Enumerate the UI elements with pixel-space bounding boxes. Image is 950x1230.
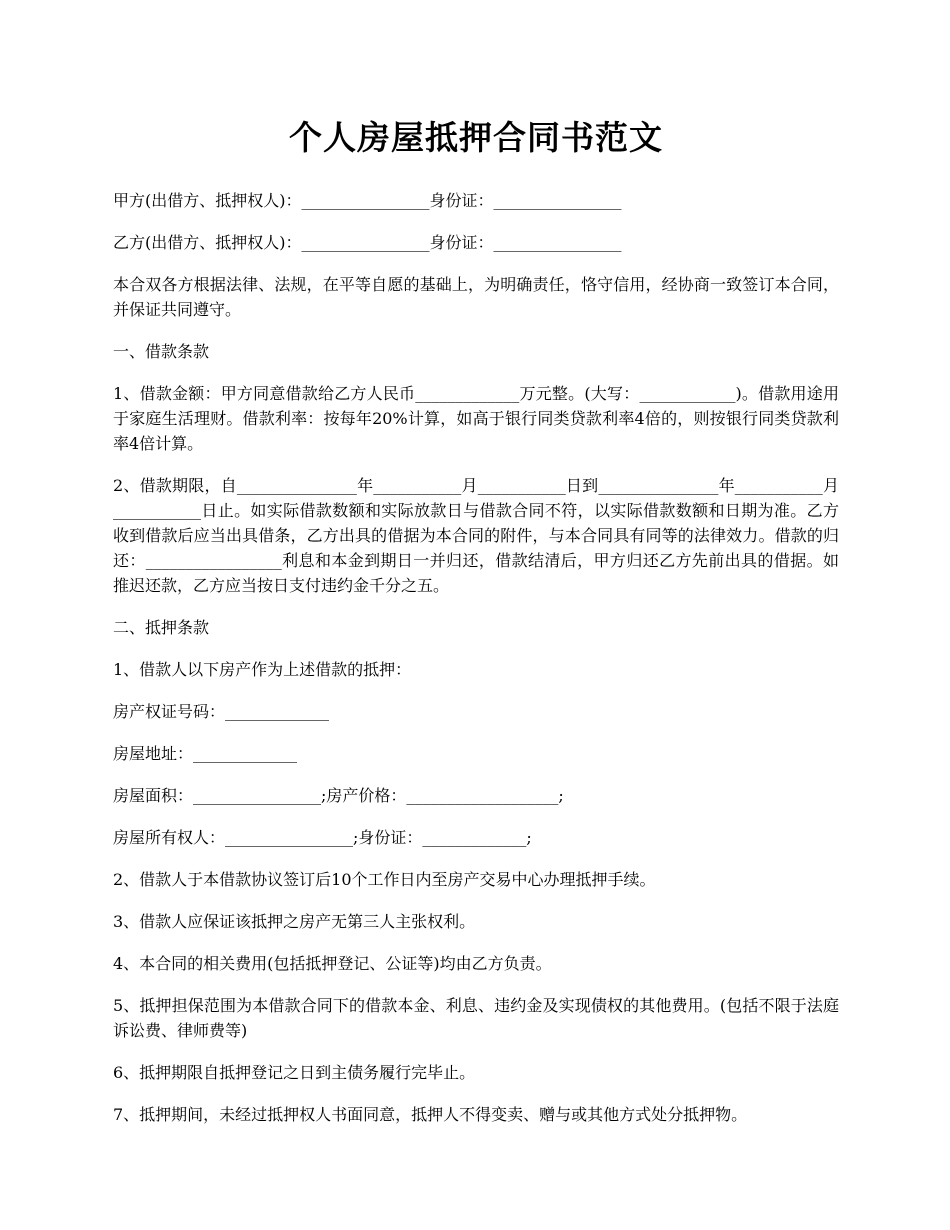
mortgage-clause-4: 4、本合同的相关费用(包括抵押登记、公证等)均由乙方负责。 — [113, 954, 552, 973]
mortgage-clause-1: 1、借款人以下房产作为上述借款的抵押： — [113, 660, 412, 679]
loan-clause-1: 1、借款金额：甲方同意借款给乙方人民币_____________万元整。(大写：____________)。借款用途用于家庭生活理财。借款利率：按每年20%计算，如高于银行同类贷款利率4倍的，则按银行同类贷款利率4倍计算。 — [113, 384, 839, 453]
party-b-line: 乙方(出借方、抵押权人)：________________身份证：________________ — [113, 233, 622, 252]
mortgage-clause-5: 5、抵押担保范围为本借款合同下的借款本金、利息、违约金及实现债权的其他费用。(包括不限于法庭诉讼费、律师费等) — [113, 996, 839, 1040]
loan-clause-2: 2、借款期限，自_______________年___________月___________日到_______________年___________月___________日止。如实际借款数额和实际放款日与借款合同不符，以实际借款数额和日期为准。乙方收到借款后应当出具借条，乙方出具的借据为本合同的附件，与本合同具有同等的法律效力。借款的归还：_________________利息和本金到期日一并归还，借款结清后，甲方归还乙方先前出具的借据。如推迟还款，乙方应当按日支付违约金千分之五。 — [113, 476, 839, 595]
property-address-field: 房屋地址：_____________ — [113, 744, 298, 763]
mortgage-clause-7: 7、抵押期间，未经过抵押权人书面同意，抵押人不得变卖、赠与或其他方式处分抵押物。 — [113, 1105, 748, 1124]
preamble-paragraph: 本合双各方根据法律、法规，在平等自愿的基础上，为明确责任，恪守信用，经协商一致签订本合同，并保证共同遵守。 — [113, 275, 839, 319]
section-heading-loan: 一、借款条款 — [113, 342, 210, 361]
mortgage-clause-6: 6、抵押期限自抵押登记之日到主债务履行完毕止。 — [113, 1063, 476, 1082]
document-page — [113, 110, 839, 1144]
section-heading-mortgage: 二、抵押条款 — [113, 618, 210, 637]
mortgage-clause-3: 3、借款人应保证该抵押之房产无第三人主张权利。 — [113, 912, 476, 931]
party-a-line: 甲方(出借方、抵押权人)：________________身份证：________________ — [113, 191, 622, 210]
property-area-price-field: 房屋面积：________________;房产价格：___________________; — [113, 786, 564, 805]
document-title: 个人房屋抵押合同书范文 — [289, 118, 663, 157]
property-owner-field: 房屋所有权人：________________;身份证：_____________; — [113, 828, 532, 847]
property-cert-field: 房产权证号码：_____________ — [113, 702, 330, 721]
mortgage-clause-2: 2、借款人于本借款协议签订后10个工作日内至房产交易中心办理抵押手续。 — [113, 870, 656, 889]
